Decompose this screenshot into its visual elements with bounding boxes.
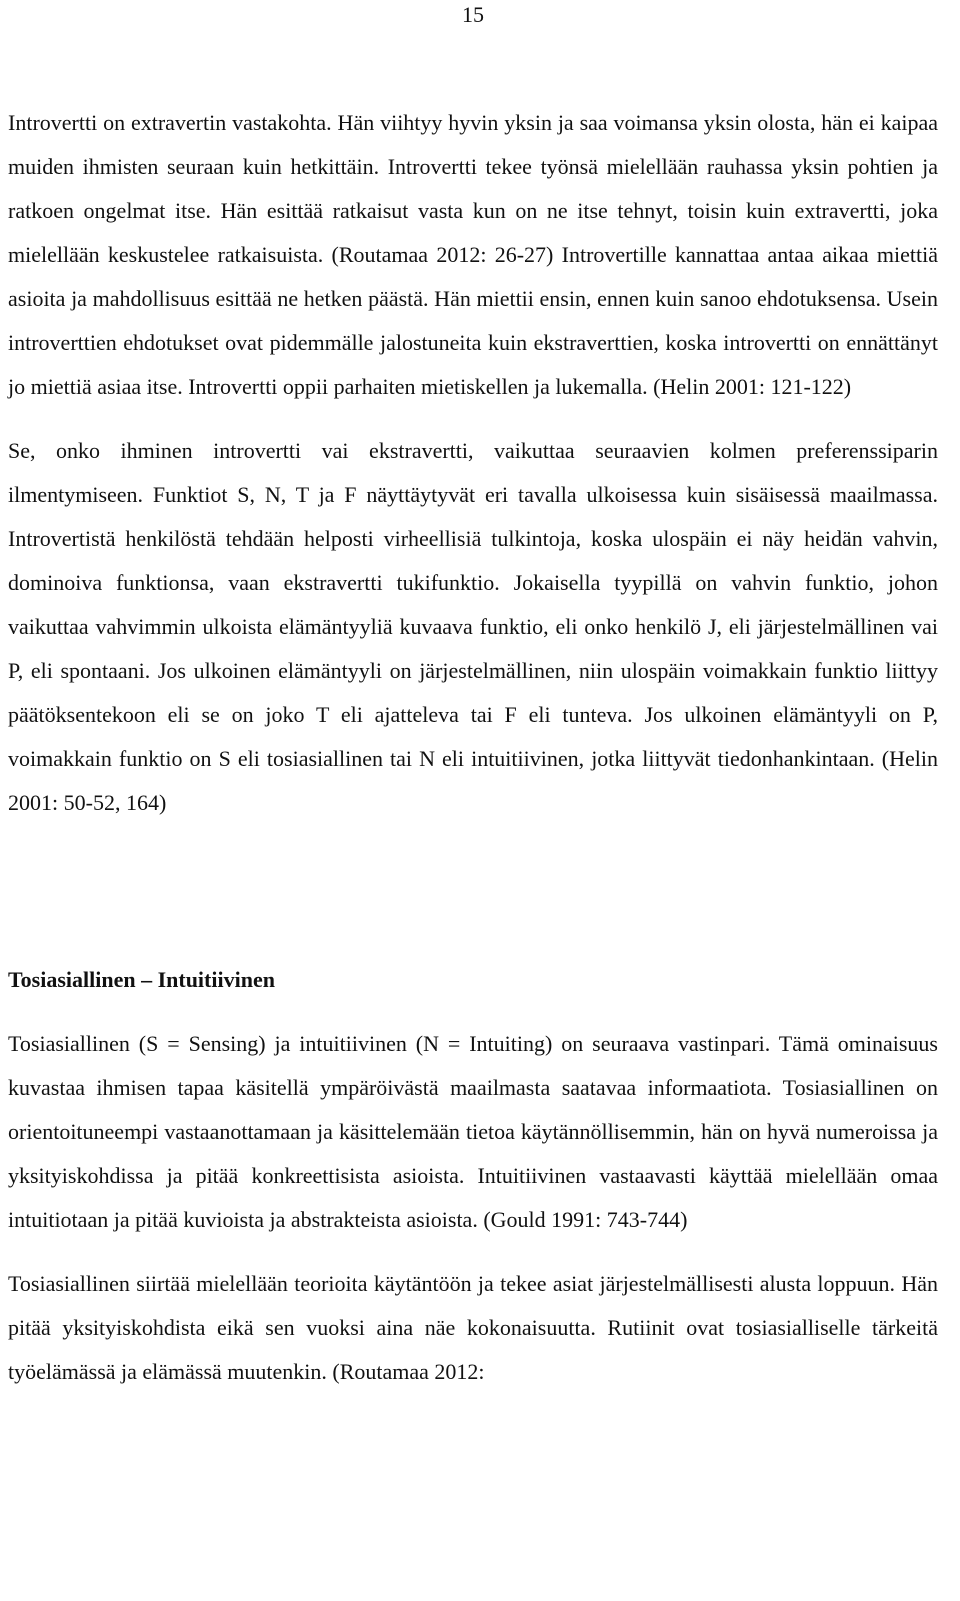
paragraph-sensing-intuiting: Tosiasiallinen (S = Sensing) ja intuitiivinen (N = Intuiting) on seuraava vastinpari. Tämä ominaisuus kuvastaa ihmisen tapaa käsitellä ympäröivästä maailmasta saatavaa informaatiota. Tosiasiallinen on orientoituneempi vastaanottamaan ja käsittelemään tietoa käytännöllisemmin, hän on hyvä numeroissa ja yksityiskohdissa ja pitää konkreettisista asioista. Intuitiivinen vastaavasti käyttää mielellään omaa intuitiotaan ja pitää kuvioista ja abstrakteista asioista. (Gould 1991: 743-744) [8,1031,938,1232]
section-spacer [8,845,938,958]
paragraph-preferences: Se, onko ihminen introvertti vai ekstravertti, vaikuttaa seuraavien kolmen preferenssiparin ilmentymiseen. Funktiot S, N, T ja F näyttäytyvät eri tavalla ulkoisessa kuin sisäisessä maailmassa. Introvertistä henkilöstä tehdään helposti virheellisiä tulkintoja, koska ulospäin ei näy heidän vahvin, dominoiva funktionsa, vaan ekstravertti tukifunktio. Jokaisella tyypillä on vahvin funktio, johon vaikuttaa vahvimmin ulkoista elämäntyyliä kuvaava funktio, eli onko henkilö J, eli järjestelmällinen vai P, eli spontaani. Jos ulkoinen elämäntyyli on järjestelmällinen, niin ulospäin voimakkain funktio liittyy päätöksentekoon eli se on joko T eli ajatteleva tai F eli tunteva. Jos ulkoinen elämäntyyli on P, voimakkain funktio on S eli tosiasiallinen tai N eli intuitiivinen, jotka liittyvät tiedonhankintaan. (Helin 2001: 50-52, 164) [8,438,938,815]
section-heading: Tosiasiallinen – Intuitiivinen [8,967,275,992]
paragraph-introvert: Introvertti on extravertin vastakohta. Hän viihtyy hyvin yksin ja saa voimansa yksin olosta, hän ei kaipaa muiden ihmisten seuraan kuin hetkittäin. Introvertti tekee työnsä mielellään rauhassa yksin pohtien ja ratkoen ongelmat itse. Hän esittää ratkaisut vasta kun on ne itse tehnyt, toisin kuin extravertti, joka mielellään keskustelee ratkaisuista. (Routamaa 2012: 26-27) Introvertille kannattaa antaa aikaa miettiä asioita ja mahdollisuus esittää ne hetken päästä. Hän miettii ensin, ennen kuin sanoo ehdotuksensa. Usein introverttien ehdotukset ovat pidemmälle jalostuneita kuin ekstraverttien, koska introvertti on ennättänyt jo miettiä asiaa itse. Introvertti oppii parhaiten mietiskellen ja lukemalla. (Helin 2001: 121-122) [8,110,938,399]
paragraph-sensing-details: Tosiasiallinen siirtää mielellään teorioita käytäntöön ja tekee asiat järjestelmällisesti alusta loppuun. Hän pitää yksityiskohdista eikä sen vuoksi aina näe kokonaisuutta. Rutiinit ovat tosiasialliselle tärkeitä työelämässä ja elämässä muutenkin. (Routamaa 2012: [8,1271,938,1384]
document-body [8,101,938,1394]
page-number: 15 [462,2,484,27]
